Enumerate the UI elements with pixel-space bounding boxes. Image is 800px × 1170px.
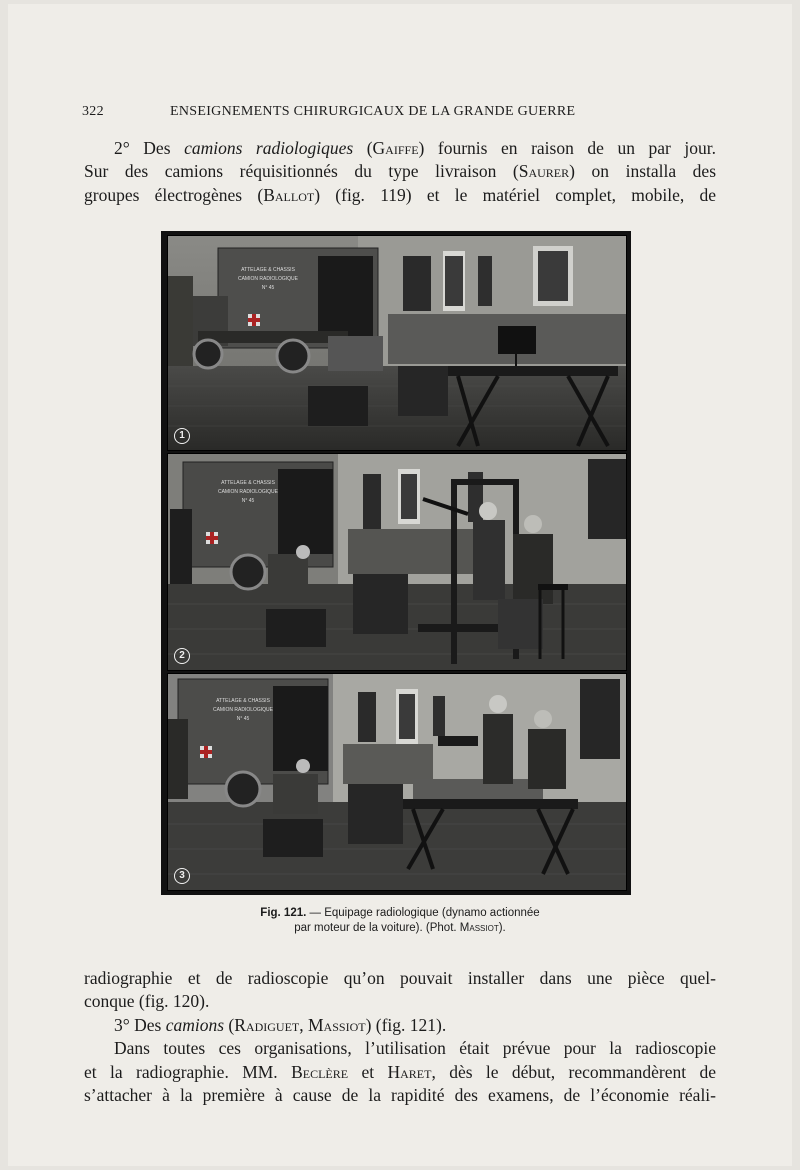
photo-panel-2	[167, 453, 627, 671]
photo-3-illustration	[168, 674, 626, 890]
text-line: conque (fig. 120).	[84, 991, 210, 1012]
truck-lettering: N° 45	[261, 285, 275, 291]
text-line: groupes électrogènes (Ballot) (fig. 119) et le matériel complet, mobile, de	[84, 184, 716, 205]
text-line: s’attacher à la première à cause de la rapidité des examens, de l’économie réali-	[84, 1084, 716, 1105]
photo-1-illustration	[168, 236, 626, 450]
panel-number-badge: 1	[174, 428, 190, 444]
caption-line-2: par moteur de la voiture). (Phot. Massiot).	[294, 922, 506, 934]
truck-lettering: N° 45	[236, 716, 250, 722]
truck-lettering: ATTELAGE & CHASSIS	[221, 480, 275, 486]
truck-lettering: N° 45	[241, 498, 255, 504]
panel-number-badge: 2	[174, 648, 190, 664]
running-header	[82, 104, 722, 126]
paragraph-top	[84, 137, 716, 207]
text-line: radiographie et de radioscopie qu’on pouvait installer dans une pièce quel-	[84, 968, 716, 988]
text-line: 2° Des camions radiologiques (Gaiffe) fournis en raison de un par jour.	[114, 138, 717, 158]
text-line: Dans toutes ces organisations, l’utilisation était prévue pour la radioscopie	[114, 1038, 716, 1059]
caption-label: Fig. 121.	[260, 907, 307, 919]
truck-lettering: CAMION RADIOLOGIQUE	[212, 707, 274, 713]
truck-lettering: ATTELAGE & CHASSIS	[216, 698, 270, 704]
running-title: ENSEIGNEMENTS CHIRURGICAUX DE LA GRANDE GUERRE	[170, 104, 576, 119]
caption-line-1: Fig. 121. — Equipage radiologique (dynamo actionnée	[260, 907, 540, 919]
text-line: Sur des camions réquisitionnés du type livraison (Saurer) on installa des	[84, 161, 717, 182]
text-line: 3° Des camions (Radiguet, Massiot) (fig. 121).	[114, 1014, 447, 1035]
figure-caption	[200, 906, 600, 936]
photo-panel-1	[167, 235, 627, 451]
truck-lettering: ATTELAGE & CHASSIS	[241, 267, 295, 273]
paragraph-bottom	[84, 967, 716, 1107]
photo-panel-3	[167, 673, 627, 891]
truck-lettering: CAMION RADIOLOGIQUE	[217, 489, 279, 495]
panel-number-badge: 3	[174, 868, 190, 884]
photo-2-illustration	[168, 454, 626, 670]
page-number: 322	[82, 104, 104, 119]
text-line: et la radiographie. MM. Beclère et Haret, dès le début, recommandèrent de	[84, 1061, 716, 1082]
figure-photographs	[161, 231, 631, 895]
truck-lettering: CAMION RADIOLOGIQUE	[237, 276, 299, 282]
